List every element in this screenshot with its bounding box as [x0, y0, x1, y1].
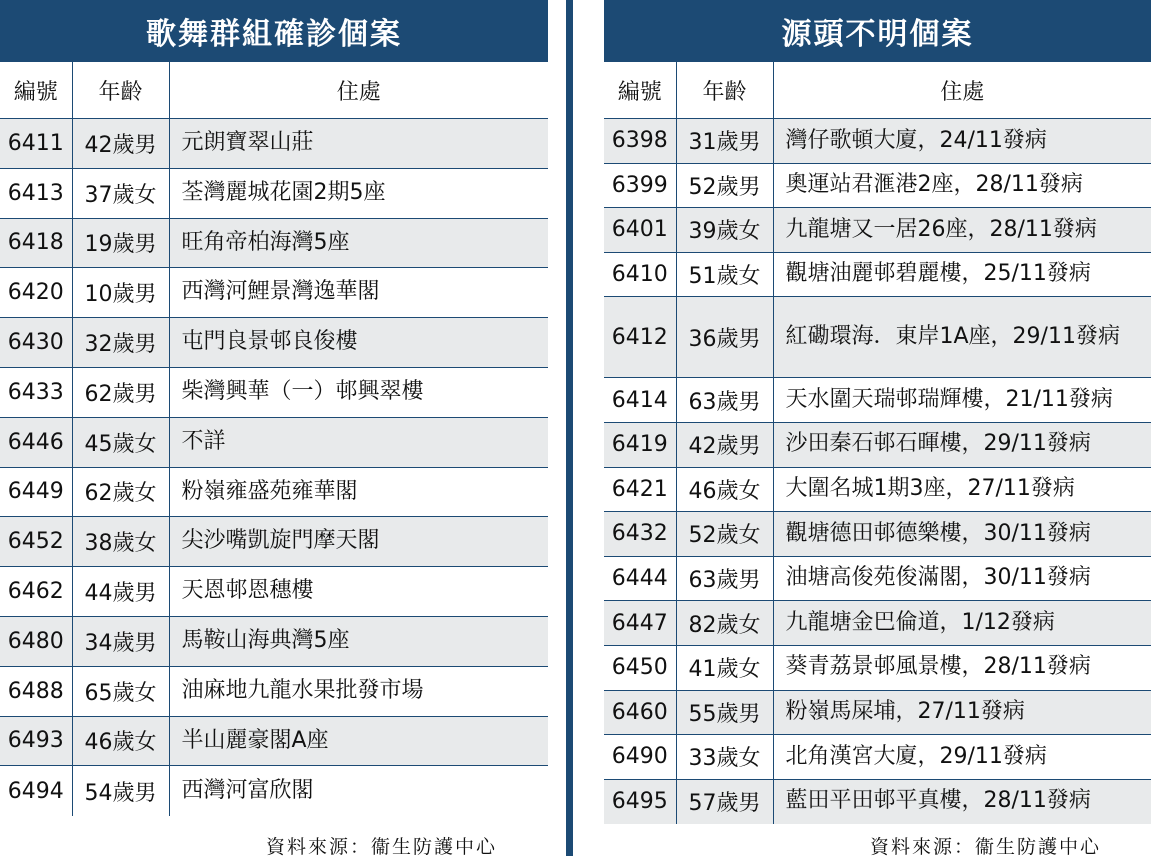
table-row	[0, 517, 548, 567]
case-number: 6444	[604, 556, 676, 601]
age-gender: 37歲女	[72, 168, 169, 218]
table-row	[604, 556, 1151, 601]
case-number: 6495	[604, 779, 676, 824]
residence: 葵青荔景邨風景樓，28/11發病	[773, 645, 1151, 690]
residence: 半山麗豪閣A座	[169, 716, 548, 766]
age-gender: 10歲男	[72, 268, 169, 318]
source-note: 資料來源：衞生防護中心	[870, 836, 1102, 858]
case-number: 6413	[0, 168, 72, 218]
age-gender: 34歲男	[72, 616, 169, 666]
table-row	[604, 208, 1151, 253]
singing-cluster-panel	[0, 0, 548, 816]
table-row	[604, 422, 1151, 467]
age-gender: 63歲男	[676, 378, 773, 423]
residence: 粉嶺馬屎埔，27/11發病	[773, 690, 1151, 735]
case-number: 6430	[0, 318, 72, 368]
table-row	[604, 690, 1151, 735]
residence: 元朗寶翠山莊	[169, 119, 548, 169]
age-gender: 36歲男	[676, 297, 773, 378]
table-row	[0, 467, 548, 517]
case-number: 6410	[604, 252, 676, 297]
residence: 九龍塘又一居26座，28/11發病	[773, 208, 1151, 253]
case-number: 6421	[604, 467, 676, 512]
panel-title: 源頭不明個案	[604, 0, 1151, 62]
age-gender: 42歲男	[676, 422, 773, 467]
residence: 荃灣麗城花園2期5座	[169, 168, 548, 218]
column-divider	[566, 0, 573, 856]
table-row	[0, 716, 548, 766]
age-gender: 57歲男	[676, 779, 773, 824]
case-number: 6432	[604, 512, 676, 557]
age-gender: 32歲男	[72, 318, 169, 368]
residence: 天水圍天瑞邨瑞輝樓，21/11發病	[773, 378, 1151, 423]
unknown-source-panel	[604, 0, 1151, 824]
case-table	[604, 62, 1151, 824]
residence: 奧運站君滙港2座，28/11發病	[773, 163, 1151, 208]
age-gender: 31歲男	[676, 119, 773, 164]
case-number: 6412	[604, 297, 676, 378]
age-gender: 55歲男	[676, 690, 773, 735]
table-row	[0, 168, 548, 218]
age-gender: 82歲女	[676, 601, 773, 646]
age-gender: 19歲男	[72, 218, 169, 268]
age-gender: 54歲男	[72, 766, 169, 816]
panel-title: 歌舞群組確診個案	[0, 0, 548, 62]
header-number: 編號	[604, 62, 676, 119]
age-gender: 45歲女	[72, 417, 169, 467]
age-gender: 46歲女	[676, 467, 773, 512]
age-gender: 52歲女	[676, 512, 773, 557]
residence: 不詳	[169, 417, 548, 467]
header-age: 年齡	[72, 62, 169, 119]
residence: 九龍塘金巴倫道，1/12發病	[773, 601, 1151, 646]
case-number: 6452	[0, 517, 72, 567]
case-number: 6460	[604, 690, 676, 735]
table-row	[604, 119, 1151, 164]
age-gender: 46歲女	[72, 716, 169, 766]
residence: 西灣河鯉景灣逸華閣	[169, 268, 548, 318]
residence: 藍田平田邨平真樓，28/11發病	[773, 779, 1151, 824]
case-number: 6494	[0, 766, 72, 816]
residence: 大圍名城1期3座，27/11發病	[773, 467, 1151, 512]
case-number: 6446	[0, 417, 72, 467]
case-number: 6449	[0, 467, 72, 517]
case-number: 6488	[0, 666, 72, 716]
case-number: 6447	[604, 601, 676, 646]
header-age: 年齡	[676, 62, 773, 119]
age-gender: 62歲男	[72, 367, 169, 417]
case-number: 6398	[604, 119, 676, 164]
residence: 西灣河富欣閣	[169, 766, 548, 816]
age-gender: 39歲女	[676, 208, 773, 253]
age-gender: 41歲女	[676, 645, 773, 690]
age-gender: 42歲男	[72, 119, 169, 169]
header-residence: 住處	[169, 62, 548, 119]
residence: 柴灣興華（一）邨興翠樓	[169, 367, 548, 417]
case-number: 6450	[604, 645, 676, 690]
table-row	[0, 567, 548, 617]
case-number: 6411	[0, 119, 72, 169]
case-number: 6399	[604, 163, 676, 208]
age-gender: 38歲女	[72, 517, 169, 567]
case-number: 6433	[0, 367, 72, 417]
residence: 馬鞍山海典灣5座	[169, 616, 548, 666]
table-row	[604, 645, 1151, 690]
age-gender: 51歲女	[676, 252, 773, 297]
table-row	[604, 252, 1151, 297]
header-residence: 住處	[773, 62, 1151, 119]
table-row	[604, 467, 1151, 512]
residence: 沙田秦石邨石暉樓，29/11發病	[773, 422, 1151, 467]
table-header-row	[604, 62, 1151, 119]
table-row	[0, 318, 548, 368]
table-row	[604, 601, 1151, 646]
table-row	[0, 268, 548, 318]
case-number: 6419	[604, 422, 676, 467]
age-gender: 62歲女	[72, 467, 169, 517]
residence: 油麻地九龍水果批發市場	[169, 666, 548, 716]
case-number: 6480	[0, 616, 72, 666]
table-header-row	[0, 62, 548, 119]
table-row	[0, 218, 548, 268]
source-note: 資料來源：衞生防護中心	[266, 836, 498, 858]
residence: 天恩邨恩穗樓	[169, 567, 548, 617]
age-gender: 52歲男	[676, 163, 773, 208]
age-gender: 63歲男	[676, 556, 773, 601]
residence: 北角漢宮大廈，29/11發病	[773, 735, 1151, 780]
residence: 灣仔歌頓大廈，24/11發病	[773, 119, 1151, 164]
residence: 油塘高俊苑俊滿閣，30/11發病	[773, 556, 1151, 601]
case-number: 6414	[604, 378, 676, 423]
case-number: 6462	[0, 567, 72, 617]
table-row	[0, 119, 548, 169]
table-row	[604, 735, 1151, 780]
residence: 紅磡環海．東岸1A座，29/11發病	[773, 297, 1151, 378]
age-gender: 44歲男	[72, 567, 169, 617]
table-row	[604, 378, 1151, 423]
case-number: 6401	[604, 208, 676, 253]
case-number: 6418	[0, 218, 72, 268]
table-row	[604, 779, 1151, 824]
residence: 粉嶺雍盛苑雍華閣	[169, 467, 548, 517]
table-row	[604, 163, 1151, 208]
table-row	[0, 616, 548, 666]
residence: 屯門良景邨良俊樓	[169, 318, 548, 368]
table-row	[604, 297, 1151, 378]
case-number: 6490	[604, 735, 676, 780]
table-row	[0, 666, 548, 716]
header-number: 編號	[0, 62, 72, 119]
residence: 旺角帝柏海灣5座	[169, 218, 548, 268]
case-number: 6420	[0, 268, 72, 318]
residence: 觀塘油麗邨碧麗樓，25/11發病	[773, 252, 1151, 297]
table-row	[0, 367, 548, 417]
age-gender: 33歲女	[676, 735, 773, 780]
table-row	[0, 766, 548, 816]
residence: 觀塘德田邨德樂樓，30/11發病	[773, 512, 1151, 557]
case-table	[0, 62, 548, 816]
table-row	[604, 512, 1151, 557]
case-number: 6493	[0, 716, 72, 766]
table-row	[0, 417, 548, 467]
residence: 尖沙嘴凱旋門摩天閣	[169, 517, 548, 567]
age-gender: 65歲女	[72, 666, 169, 716]
